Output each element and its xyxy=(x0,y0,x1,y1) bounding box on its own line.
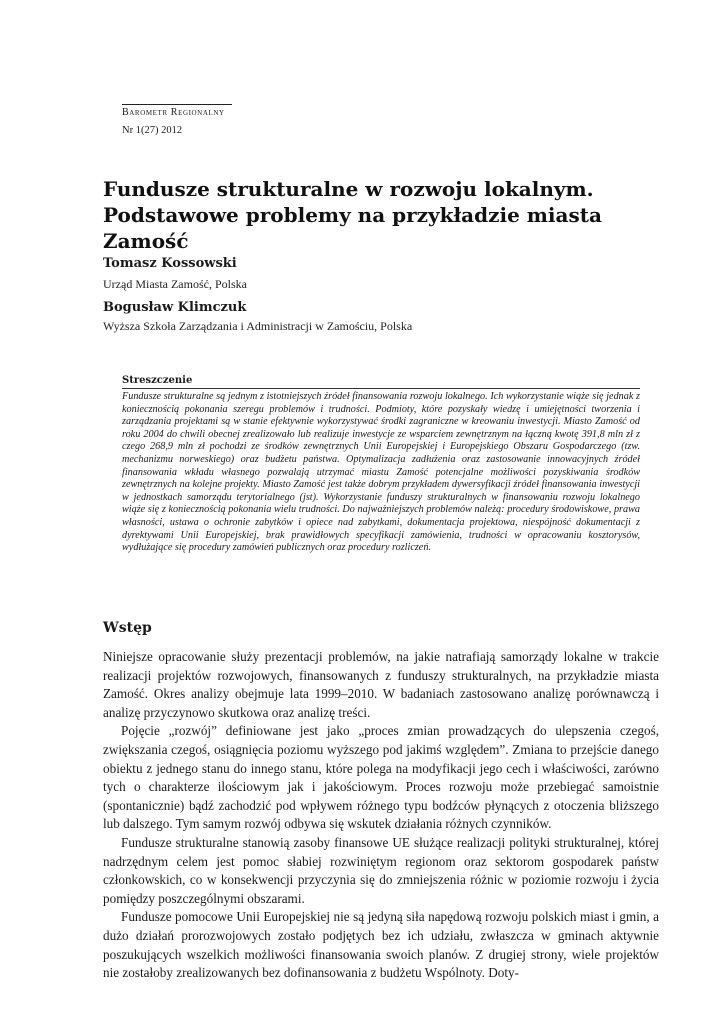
abstract-block xyxy=(122,375,640,555)
article-title: Fundusze strukturalne w rozwoju lokalnym. Podstawowe problemy na przykładzie miasta Zamość xyxy=(103,177,602,253)
abstract-text: Fundusze strukturalne są jednym z istotniejszych źródeł finansowania rozwoju lokalnego. Ich wykorzystanie wiąże się jednak z koniecznością pokonania szeregu problemów i trudności. Podmioty, które pozyskały wiedzę i umiejętności tworzenia i zarządzania projektami są w stanie efektywnie wykorzystywać środki zagraniczne w kreowaniu inwestycji. Miasto Zamość od roku 2004 do chwili obecnej zrealizowało lub realizuje inwestycje ze wsparciem zewnętrznym na łączną kwotę 391,8 mln zł z czego 268,9 mln zł pochodzi ze środków zewnętrznych Unii Europejskiej i Europejskiego Obszaru Gospodarczego (tzw. mechanizmu norweskiego) oraz budżetu państwa. Optymalizacja zadłużenia oraz zastosowanie innowacyjnych źródeł finansowania wkładu własnego pozwalają utrzymać miastu Zamość potencjalne możliwości pozyskiwania środków zewnętrznych na kolejne projekty. Miasto Zamość jest także dobrym przykładem dywersyfikacji źródeł finansowania inwestycji w jednostkach samorządu terytorialnego (jst). Wykorzystanie funduszy strukturalnych w finansowaniu rozwoju lokalnego wiąże się z koniecznością pokonania wielu trudności. Do najważniejszych problemów należą: procedury środowiskowe, prawa własności, ustawa o ochronie zabytków i opiece nad zabytkami, dokumentacja projektowa, niespójność dokumentacji z dyrektywami Unii Europejskiej, brak prawidłowych specyfikacji zamówienia, trudności w opracowaniu kosztorysów, wydłużające się procedury zamówień publicznych oraz procedury rozliczeń. xyxy=(122,391,640,554)
journal-name: Barometr Regionalny xyxy=(122,107,225,118)
body-text xyxy=(103,648,659,983)
abstract-rule xyxy=(122,388,640,389)
author-2-affiliation: Wyższa Szkoła Zarządzania i Administracji w Zamościu, Polska xyxy=(103,319,413,333)
section-heading: Wstęp xyxy=(103,620,152,636)
journal-header xyxy=(122,104,234,137)
author-1-name: Tomasz Kossowski xyxy=(103,256,237,271)
paragraph: Fundusze pomocowe Unii Europejskiej nie są jedyną siła napędową rozwoju polskich miast i gmin, a dużo działań prorozwojowych zostało podjętych bez ich udziału, zwłaszcza w gminach aktywnie poszukujących wszelkich możliwości finansowania swoich planów. Z drugiej strony, wiele projektów nie zostałoby zrealizowanych bez dofinansowania z budżetu Wspólnoty. Doty- xyxy=(103,909,659,981)
journal-issue: Nr 1(27) 2012 xyxy=(122,125,183,136)
author-1-affiliation: Urząd Miasta Zamość, Polska xyxy=(103,277,247,291)
abstract-heading: Streszczenie xyxy=(122,375,193,386)
paragraph: Niniejsze opracowanie służy prezentacji problemów, na jakie natrafiają samorządy lokalne w trakcie realizacji projektów rozwojowych, finansowanych z funduszy strukturalnych, na przykładzie miasta Zamość. Okres analizy obejmuje lata 1999–2010. W badaniach zastosowano analizę porównawczą i analizę przyczynowo skutkowa oraz analizę treści. xyxy=(103,649,659,720)
author-2-name: Bogusław Klimczuk xyxy=(103,300,247,315)
paragraph: Pojęcie „rozwój” definiowane jest jako „proces zmian prowadzących do ulepszenia czegoś, zwiększania czegoś, osiągnięcia poziomu wyższego pod jakimś względem”. Zmiana to przejście danego obiektu z jednego stanu do innego stanu, które polega na modyfikacji jego cech i właściwości, zarówno tych o charakterze ilościowym jak i jakościowym. Proces rozwoju może przebiegać samoistnie (spontanicznie) bądź zachodzić pod wpływem różnego typu bodźców płynących z otoczenia bliższego lub dalszego. Tym samym rozwój odbywa się wskutek działania różnych czynników. xyxy=(103,723,659,832)
paragraph: Fundusze strukturalne stanowią zasoby finansowe UE służące realizacji polityki strukturalnej, której nadrzędnym celem jest pomoc słabiej rozwiniętym regionom oraz sektorom gospodarek państw członkowskich, co w konsekwencji przyczynia się do zmniejszenia różnic w poziomie rozwoju i życia pomiędzy poszczególnymi obszarami. xyxy=(103,834,659,906)
header-rule xyxy=(122,104,232,105)
